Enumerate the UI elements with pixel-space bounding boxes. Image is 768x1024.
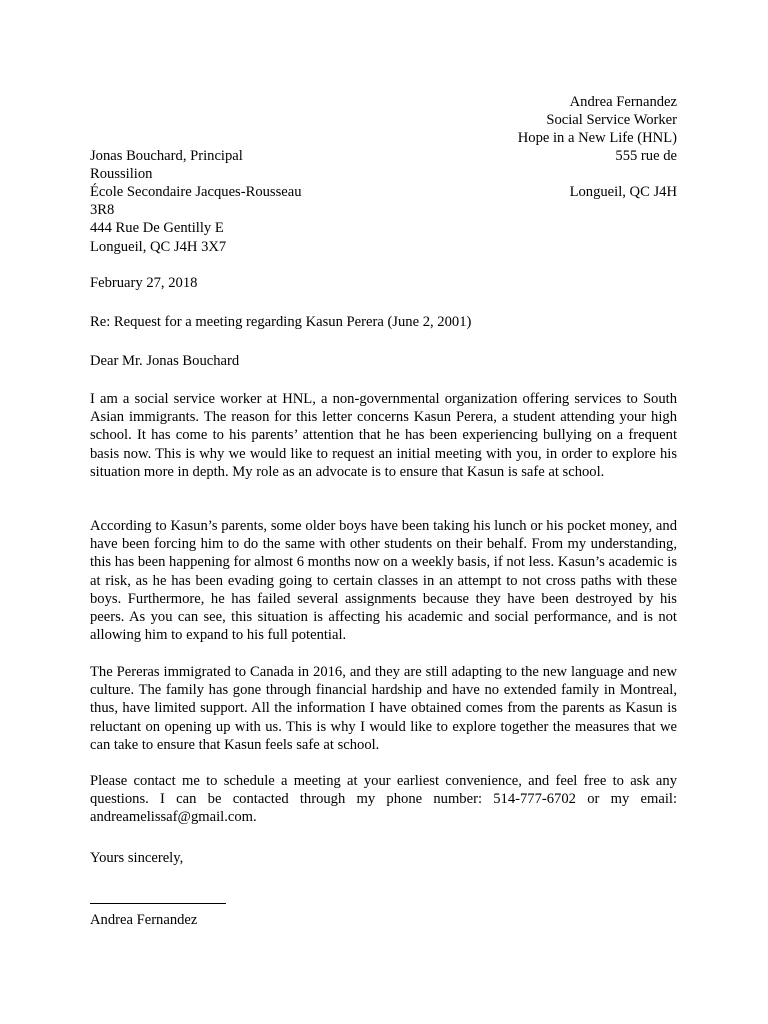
recipient-school: École Secondaire Jacques-Rousseau [90,184,302,200]
recipient-name: Jonas Bouchard, Principal [90,148,243,164]
recipient-city: Longueil, QC J4H 3X7 [90,239,227,255]
sender-address-line2: Longueil, QC J4H [569,184,677,200]
body-paragraph: According to Kasun’s parents, some older boys have been taking his lunch or his pocket money, and have been forcing him to do the same with other students on their behalf. From my understanding, this has been happening for almost 6 months now on a weekly basis, if not less. Kasun’s academic is at risk, as he has been evading going to certain classes in an attempt to not cross paths with these boys. Furthermore, he has failed several assignments because they have been destroyed by his peers. As you can see, this situation is affecting his academic and social performance, and is not allowing him to expand to his full potential. [90,518,677,644]
body-paragraph: Please contact me to schedule a meeting at your earliest convenience, and feel free to ask any questions. I can be contacted through my phone number: 514-777-6702 or my email: andreamelissaf@gmail.com. [90,773,677,826]
sender-title: Social Service Worker [546,112,677,128]
letter-date: February 27, 2018 [90,275,198,291]
body-paragraph: The Pereras immigrated to Canada in 2016, and they are still adapting to the new language and new culture. The family has gone through financial hardship and have no extended family in Montreal, thus, have limited support. All the information I have obtained comes from the parents as Kasun is reluctant on opening up with us. This is why I would like to explore together the measures that we can take to ensure that Kasun feels safe at school. [90,664,677,753]
salutation: Dear Mr. Jonas Bouchard [90,353,240,369]
recipient-street: 444 Rue De Gentilly E [90,220,224,236]
sender-address-line1: 555 rue de [615,148,677,164]
signature-name: Andrea Fernandez [90,912,198,928]
sender-name: Andrea Fernandez [569,94,677,110]
closing: Yours sincerely, [90,850,184,866]
letter-subject: Re: Request for a meeting regarding Kasun Perera (June 2, 2001) [90,314,472,330]
recipient-overflow-line1: Roussilion [90,166,153,182]
signature-line [90,903,226,904]
recipient-overflow-line2: 3R8 [90,202,115,218]
body-paragraph: I am a social service worker at HNL, a non-governmental organization offering services to South Asian immigrants. The reason for this letter concerns Kasun Perera, a student attending your high school. It has come to his parents’ attention that he has been experiencing bullying on a frequent basis now. This is why we would like to request an initial meeting with you, in order to explore his situation more in depth. My role as an advocate is to ensure that Kasun is safe at school. [90,391,677,480]
sender-organization: Hope in a New Life (HNL) [517,130,677,146]
